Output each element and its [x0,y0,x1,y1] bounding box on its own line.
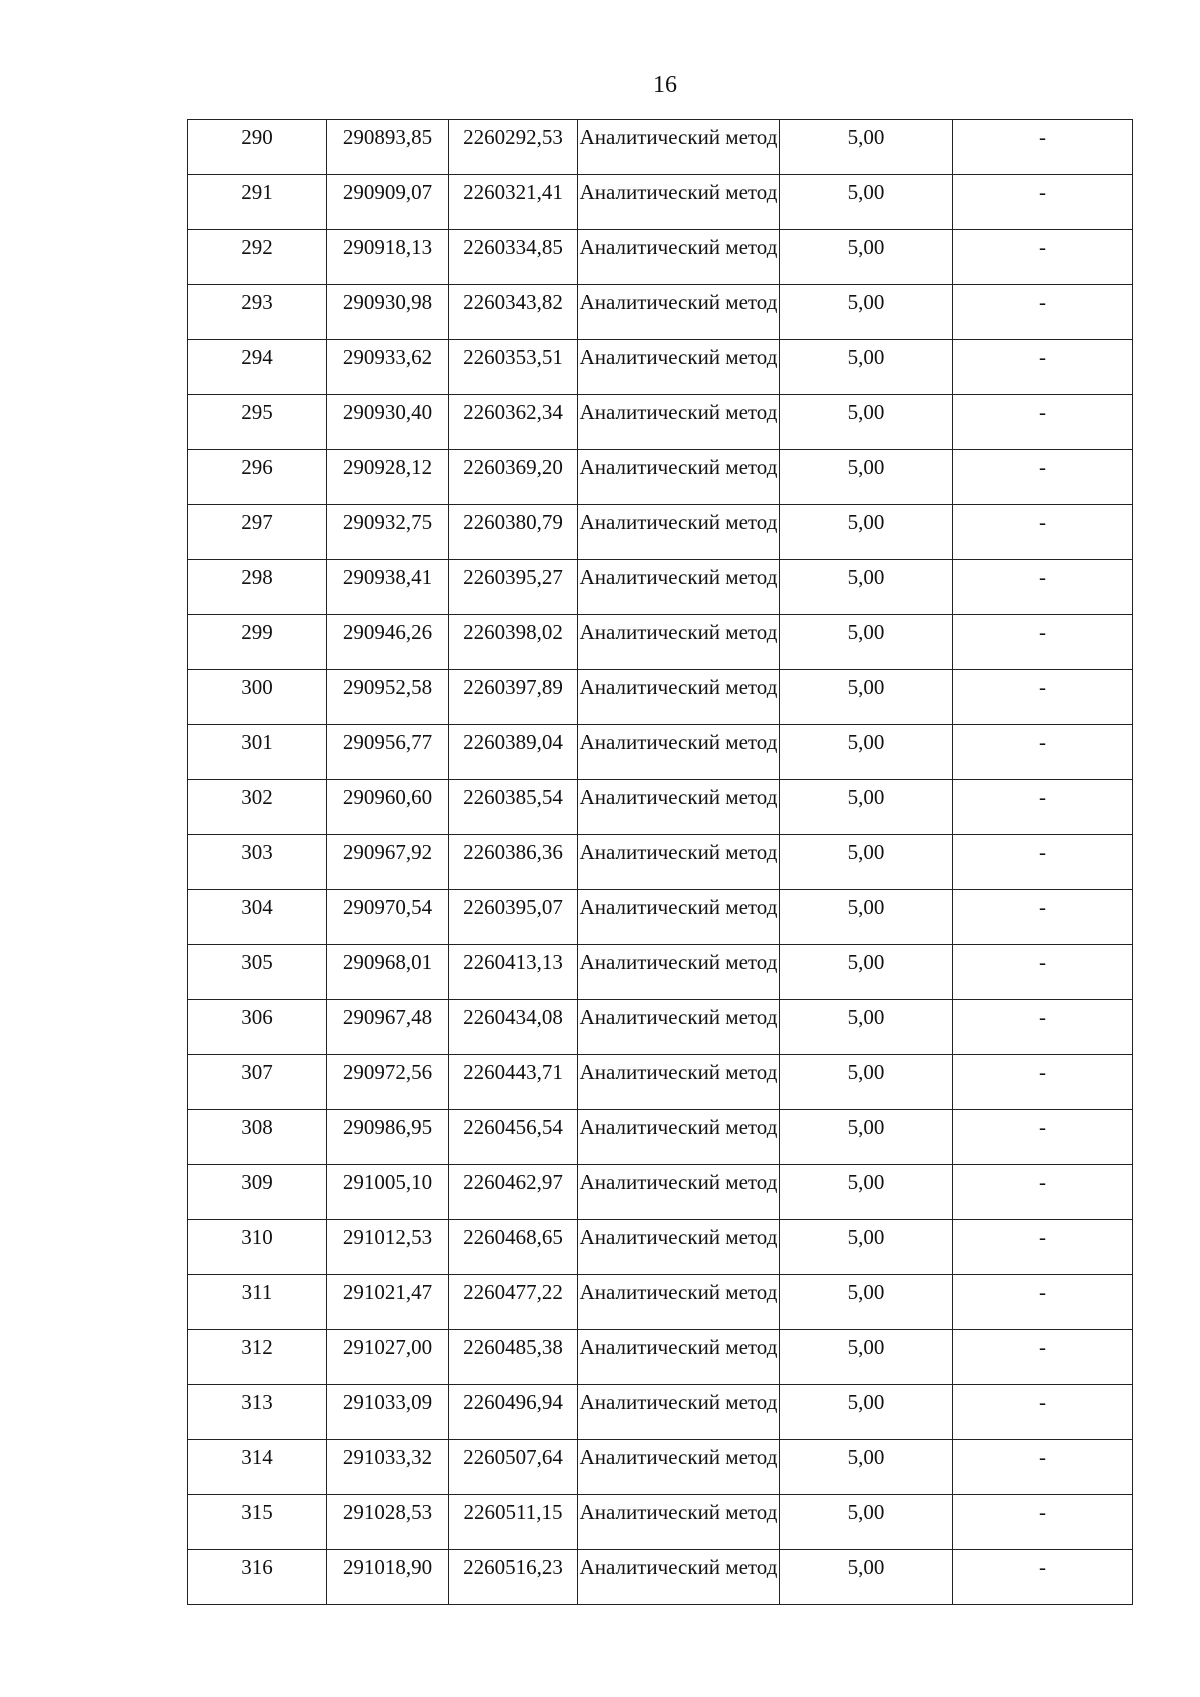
accuracy-cell: 5,00 [780,285,953,340]
method-cell: Аналитический метод [578,395,780,450]
point-number-cell: 298 [188,560,327,615]
table-row [188,285,1133,340]
point-number-cell: 309 [188,1165,327,1220]
x-coordinate-cell: 291028,53 [327,1495,449,1550]
x-coordinate-cell: 290967,48 [327,1000,449,1055]
note-cell: - [953,1055,1133,1110]
y-coordinate-cell: 2260353,51 [449,340,578,395]
point-number-cell: 315 [188,1495,327,1550]
accuracy-cell: 5,00 [780,450,953,505]
point-number-cell: 300 [188,670,327,725]
point-number-cell: 296 [188,450,327,505]
point-number-cell: 302 [188,780,327,835]
accuracy-cell: 5,00 [780,1495,953,1550]
table-row [188,450,1133,505]
x-coordinate-cell: 290972,56 [327,1055,449,1110]
note-cell: - [953,670,1133,725]
method-cell: Аналитический метод [578,175,780,230]
note-cell: - [953,1440,1133,1495]
table-row [188,340,1133,395]
accuracy-cell: 5,00 [780,1110,953,1165]
y-coordinate-cell: 2260496,94 [449,1385,578,1440]
y-coordinate-cell: 2260485,38 [449,1330,578,1385]
accuracy-cell: 5,00 [780,1550,953,1605]
note-cell: - [953,1385,1133,1440]
point-number-cell: 306 [188,1000,327,1055]
point-number-cell: 290 [188,120,327,175]
y-coordinate-cell: 2260511,15 [449,1495,578,1550]
point-number-cell: 316 [188,1550,327,1605]
table-row [188,560,1133,615]
y-coordinate-cell: 2260397,89 [449,670,578,725]
point-number-cell: 303 [188,835,327,890]
x-coordinate-cell: 290946,26 [327,615,449,670]
accuracy-cell: 5,00 [780,1165,953,1220]
note-cell: - [953,1220,1133,1275]
accuracy-cell: 5,00 [780,1000,953,1055]
point-number-cell: 308 [188,1110,327,1165]
method-cell: Аналитический метод [578,230,780,285]
table-row [188,1550,1133,1605]
method-cell: Аналитический метод [578,1110,780,1165]
accuracy-cell: 5,00 [780,1055,953,1110]
method-cell: Аналитический метод [578,285,780,340]
x-coordinate-cell: 290986,95 [327,1110,449,1165]
note-cell: - [953,725,1133,780]
x-coordinate-cell: 290930,98 [327,285,449,340]
method-cell: Аналитический метод [578,505,780,560]
accuracy-cell: 5,00 [780,945,953,1000]
y-coordinate-cell: 2260369,20 [449,450,578,505]
y-coordinate-cell: 2260385,54 [449,780,578,835]
table-row [188,780,1133,835]
table-row [188,1055,1133,1110]
note-cell: - [953,780,1133,835]
method-cell: Аналитический метод [578,1055,780,1110]
y-coordinate-cell: 2260516,23 [449,1550,578,1605]
note-cell: - [953,560,1133,615]
note-cell: - [953,1275,1133,1330]
y-coordinate-cell: 2260334,85 [449,230,578,285]
table-row [188,670,1133,725]
accuracy-cell: 5,00 [780,505,953,560]
y-coordinate-cell: 2260395,07 [449,890,578,945]
method-cell: Аналитический метод [578,1220,780,1275]
y-coordinate-cell: 2260468,65 [449,1220,578,1275]
table-row [188,945,1133,1000]
method-cell: Аналитический метод [578,1000,780,1055]
y-coordinate-cell: 2260395,27 [449,560,578,615]
note-cell: - [953,120,1133,175]
y-coordinate-cell: 2260462,97 [449,1165,578,1220]
y-coordinate-cell: 2260456,54 [449,1110,578,1165]
point-number-cell: 293 [188,285,327,340]
table-row [188,1000,1133,1055]
point-number-cell: 310 [188,1220,327,1275]
y-coordinate-cell: 2260362,34 [449,395,578,450]
accuracy-cell: 5,00 [780,1440,953,1495]
point-number-cell: 301 [188,725,327,780]
x-coordinate-cell: 290960,60 [327,780,449,835]
note-cell: - [953,1495,1133,1550]
table-row [188,505,1133,560]
point-number-cell: 291 [188,175,327,230]
note-cell: - [953,835,1133,890]
note-cell: - [953,615,1133,670]
accuracy-cell: 5,00 [780,560,953,615]
x-coordinate-cell: 291027,00 [327,1330,449,1385]
table-row [188,1110,1133,1165]
method-cell: Аналитический метод [578,340,780,395]
x-coordinate-cell: 290968,01 [327,945,449,1000]
note-cell: - [953,1330,1133,1385]
point-number-cell: 292 [188,230,327,285]
table-row [188,1385,1133,1440]
method-cell: Аналитический метод [578,780,780,835]
note-cell: - [953,945,1133,1000]
method-cell: Аналитический метод [578,835,780,890]
table-row [188,1440,1133,1495]
accuracy-cell: 5,00 [780,890,953,945]
point-number-cell: 307 [188,1055,327,1110]
table-row [188,1330,1133,1385]
accuracy-cell: 5,00 [780,395,953,450]
note-cell: - [953,1165,1133,1220]
x-coordinate-cell: 291033,32 [327,1440,449,1495]
table-row [188,1220,1133,1275]
y-coordinate-cell: 2260380,79 [449,505,578,560]
y-coordinate-cell: 2260292,53 [449,120,578,175]
y-coordinate-cell: 2260434,08 [449,1000,578,1055]
method-cell: Аналитический метод [578,1330,780,1385]
method-cell: Аналитический метод [578,890,780,945]
y-coordinate-cell: 2260413,13 [449,945,578,1000]
accuracy-cell: 5,00 [780,340,953,395]
table-row [188,175,1133,230]
note-cell: - [953,505,1133,560]
accuracy-cell: 5,00 [780,725,953,780]
accuracy-cell: 5,00 [780,120,953,175]
y-coordinate-cell: 2260477,22 [449,1275,578,1330]
x-coordinate-cell: 290893,85 [327,120,449,175]
table-row [188,1165,1133,1220]
x-coordinate-cell: 290918,13 [327,230,449,285]
page-number: 16 [653,72,677,98]
note-cell: - [953,395,1133,450]
y-coordinate-cell: 2260386,36 [449,835,578,890]
point-number-cell: 299 [188,615,327,670]
method-cell: Аналитический метод [578,1385,780,1440]
accuracy-cell: 5,00 [780,615,953,670]
coordinates-table [187,119,1133,1605]
method-cell: Аналитический метод [578,450,780,505]
method-cell: Аналитический метод [578,1275,780,1330]
method-cell: Аналитический метод [578,560,780,615]
method-cell: Аналитический метод [578,615,780,670]
x-coordinate-cell: 291033,09 [327,1385,449,1440]
note-cell: - [953,175,1133,230]
y-coordinate-cell: 2260389,04 [449,725,578,780]
x-coordinate-cell: 290933,62 [327,340,449,395]
y-coordinate-cell: 2260321,41 [449,175,578,230]
note-cell: - [953,230,1133,285]
note-cell: - [953,1000,1133,1055]
note-cell: - [953,285,1133,340]
x-coordinate-cell: 290970,54 [327,890,449,945]
accuracy-cell: 5,00 [780,175,953,230]
accuracy-cell: 5,00 [780,1275,953,1330]
point-number-cell: 305 [188,945,327,1000]
table-row [188,1495,1133,1550]
x-coordinate-cell: 290952,58 [327,670,449,725]
point-number-cell: 297 [188,505,327,560]
x-coordinate-cell: 290928,12 [327,450,449,505]
x-coordinate-cell: 291018,90 [327,1550,449,1605]
point-number-cell: 294 [188,340,327,395]
note-cell: - [953,1110,1133,1165]
table-row [188,1275,1133,1330]
note-cell: - [953,340,1133,395]
table-row [188,615,1133,670]
point-number-cell: 304 [188,890,327,945]
accuracy-cell: 5,00 [780,1220,953,1275]
method-cell: Аналитический метод [578,725,780,780]
accuracy-cell: 5,00 [780,1330,953,1385]
y-coordinate-cell: 2260398,02 [449,615,578,670]
point-number-cell: 295 [188,395,327,450]
point-number-cell: 311 [188,1275,327,1330]
accuracy-cell: 5,00 [780,230,953,285]
x-coordinate-cell: 290909,07 [327,175,449,230]
table-row [188,230,1133,285]
table-row [188,890,1133,945]
method-cell: Аналитический метод [578,670,780,725]
accuracy-cell: 5,00 [780,1385,953,1440]
accuracy-cell: 5,00 [780,835,953,890]
method-cell: Аналитический метод [578,1550,780,1605]
y-coordinate-cell: 2260507,64 [449,1440,578,1495]
point-number-cell: 313 [188,1385,327,1440]
note-cell: - [953,1550,1133,1605]
accuracy-cell: 5,00 [780,780,953,835]
table-row [188,835,1133,890]
note-cell: - [953,890,1133,945]
table-row [188,120,1133,175]
x-coordinate-cell: 290938,41 [327,560,449,615]
y-coordinate-cell: 2260343,82 [449,285,578,340]
y-coordinate-cell: 2260443,71 [449,1055,578,1110]
method-cell: Аналитический метод [578,1495,780,1550]
table-row [188,725,1133,780]
point-number-cell: 314 [188,1440,327,1495]
coordinates-table-body [188,120,1133,1605]
method-cell: Аналитический метод [578,120,780,175]
method-cell: Аналитический метод [578,1440,780,1495]
x-coordinate-cell: 291005,10 [327,1165,449,1220]
point-number-cell: 312 [188,1330,327,1385]
x-coordinate-cell: 291021,47 [327,1275,449,1330]
accuracy-cell: 5,00 [780,670,953,725]
table-row [188,395,1133,450]
note-cell: - [953,450,1133,505]
x-coordinate-cell: 290956,77 [327,725,449,780]
x-coordinate-cell: 290932,75 [327,505,449,560]
method-cell: Аналитический метод [578,945,780,1000]
method-cell: Аналитический метод [578,1165,780,1220]
x-coordinate-cell: 290930,40 [327,395,449,450]
x-coordinate-cell: 290967,92 [327,835,449,890]
x-coordinate-cell: 291012,53 [327,1220,449,1275]
